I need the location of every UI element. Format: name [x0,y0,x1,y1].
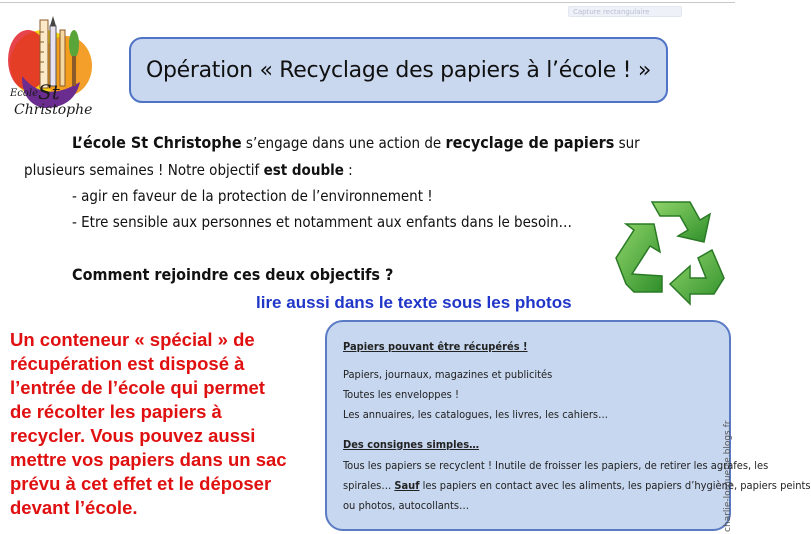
intro-line-2b: : [343,161,353,179]
info-sauf: Sauf [394,479,420,492]
info-item: Les annuaires, les catalogues, les livres, les cahiers… [343,408,608,421]
logo-text-ecole: Ecole [10,88,39,99]
info-heading-recoverable: Papiers pouvant être récupérés ! [343,340,528,353]
intro-text-2: sur [614,134,640,152]
info-line-2b: les papiers en contact avec les aliments, les papiers d’hygiène, papiers peints [419,479,811,492]
red-line: récupération est disposé à [10,353,245,374]
intro-line-2a: plusieurs semaines ! Notre objectif [24,161,264,179]
info-line-2a: spirales… [343,479,395,492]
bullet-2: - Etre sensible aux personnes et notamment aux enfants dans le besoin… [72,213,572,231]
info-item: Toutes les enveloppes ! [343,388,459,401]
intro-bold-1: recyclage de papiers [445,133,615,152]
red-line: prévu à cet effet et le déposer [10,473,272,494]
credit-text: charlie-lorguette.blogs.fr [723,420,733,532]
red-line: devant l’école. [10,497,138,518]
intro-line-1 [72,133,640,152]
recycle-icon [612,196,730,304]
question: Comment rejoindre ces deux objectifs ? [72,265,394,284]
logo-text-st: St [38,80,60,104]
logo-text-christophe: Christophe [14,102,93,118]
school-name: L’école St Christophe [72,133,242,152]
info-instruction-line: ou photos, autocollants… [343,499,469,512]
bullet-1: - agir en faveur de la protection de l’environnement ! [72,187,433,205]
read-more-link[interactable]: lire aussi dans le texte sous les photos [256,293,572,312]
intro-line-2 [24,161,353,179]
container-info [10,328,330,520]
red-line: de récolter les papiers à [10,401,222,422]
intro-bold-2: est double [263,161,344,179]
page-title: Opération « Recyclage des papiers à l’école ! » [145,57,652,83]
title-banner [129,37,668,103]
red-line: recycler. Vous pouvez aussi [10,425,256,446]
info-box [325,320,811,531]
credit-watermark [723,372,733,532]
capture-tag: Capture rectangulaire [568,6,682,17]
top-rule [0,2,735,3]
intro-text-1: s’engage dans une action de [241,134,446,152]
red-line: mettre vos papiers dans un sac [10,449,287,470]
info-instruction-line [343,479,811,492]
info-instruction-line: Tous les papiers se recyclent ! Inutile de froisser les papiers, de retirer les agrafes, les [343,459,769,472]
info-item: Papiers, journaux, magazines et publicités [343,368,553,381]
red-line: Un conteneur « spécial » de [10,329,255,350]
info-heading-instructions: Des consignes simples… [343,438,480,451]
red-line: l’entrée de l’école qui permet [10,377,265,398]
school-logo [4,8,100,120]
